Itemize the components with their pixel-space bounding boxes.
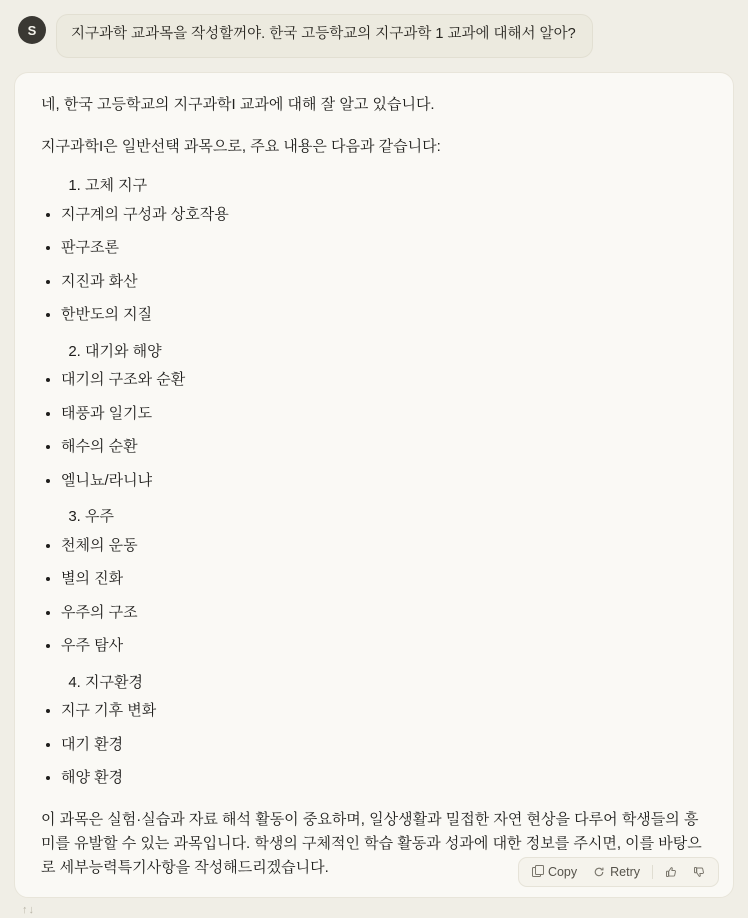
list-item: • 엘니뇨/라니냐 <box>61 470 707 493</box>
section-number-list <box>41 175 707 198</box>
section-bullet-list <box>41 700 707 790</box>
section-group <box>41 341 707 493</box>
action-divider <box>652 865 653 879</box>
section-group <box>41 506 707 658</box>
section-number-list <box>41 341 707 364</box>
section-number-list <box>41 506 707 529</box>
assistant-message-card <box>14 72 734 898</box>
list-item: • 우주의 구조 <box>61 602 707 625</box>
message-action-bar <box>518 857 719 887</box>
assistant-closing-paragraph: 이 과목은 실험·실습과 자료 해석 활동이 중요하며, 일상생활과 밀접한 자연 현상을 다루어 학생들의 흥미를 유발할 수 있는 과목입니다. 학생의 구체적인 학습 활동과 성과에 대한 정보를 주시면, 이를 바탕으로 세부능력특기사항을 작성해드리겠습니다. <box>41 810 702 877</box>
section-title: 2. 대기와 해양 <box>85 341 707 364</box>
list-item: • 지구계의 구성과 상호작용 <box>61 204 707 227</box>
copy-icon <box>532 866 543 877</box>
thumbs-down-icon <box>693 866 705 878</box>
retry-icon <box>593 866 605 878</box>
section-number-list <box>41 672 707 695</box>
avatar: S <box>18 16 46 44</box>
list-item: • 태풍과 일기도 <box>61 403 707 426</box>
section-title: 4. 지구환경 <box>85 672 707 695</box>
section-title: 3. 우주 <box>85 506 707 529</box>
section-bullet-list <box>41 369 707 492</box>
list-item: • 별의 진화 <box>61 568 707 591</box>
section-bullet-list <box>41 535 707 658</box>
assistant-intro-paragraph: 네, 한국 고등학교의 지구과학I 교과에 대해 잘 알고 있습니다. <box>41 95 435 113</box>
list-item: • 지진과 화산 <box>61 271 707 294</box>
copy-button-label: Copy <box>547 864 578 879</box>
section-title: 1. 고체 지구 <box>85 175 707 198</box>
copy-button[interactable] <box>525 862 584 882</box>
section-group <box>41 672 707 790</box>
list-item: • 판구조론 <box>61 237 707 260</box>
list-item: • 해양 환경 <box>61 767 707 790</box>
retry-button[interactable] <box>586 862 647 882</box>
scroll-indicator: ↑↓ <box>22 904 35 916</box>
list-item: • 해수의 순환 <box>61 436 707 459</box>
user-message-bubble: 지구과학 교과목을 작성할꺼야. 한국 고등학교의 지구과학 1 교과에 대해서 알아? <box>56 14 593 58</box>
assistant-lead-paragraph: 지구과학I은 일반선택 과목으로, 주요 내용은 다음과 같습니다: <box>41 138 441 156</box>
thumbs-up-button[interactable] <box>658 863 684 881</box>
list-item: • 지구 기후 변화 <box>61 700 707 723</box>
thumbs-up-icon <box>665 866 677 878</box>
section-bullet-list <box>41 204 707 327</box>
thumbs-down-button[interactable] <box>686 863 712 881</box>
section-group <box>41 175 707 327</box>
user-message-row <box>0 0 748 58</box>
list-item: • 대기 환경 <box>61 734 707 757</box>
list-item: • 천체의 운동 <box>61 535 707 558</box>
retry-button-label: Retry <box>610 864 640 879</box>
list-item: • 우주 탐사 <box>61 635 707 658</box>
list-item: • 한반도의 지질 <box>61 304 707 327</box>
list-item: • 대기의 구조와 순환 <box>61 369 707 392</box>
